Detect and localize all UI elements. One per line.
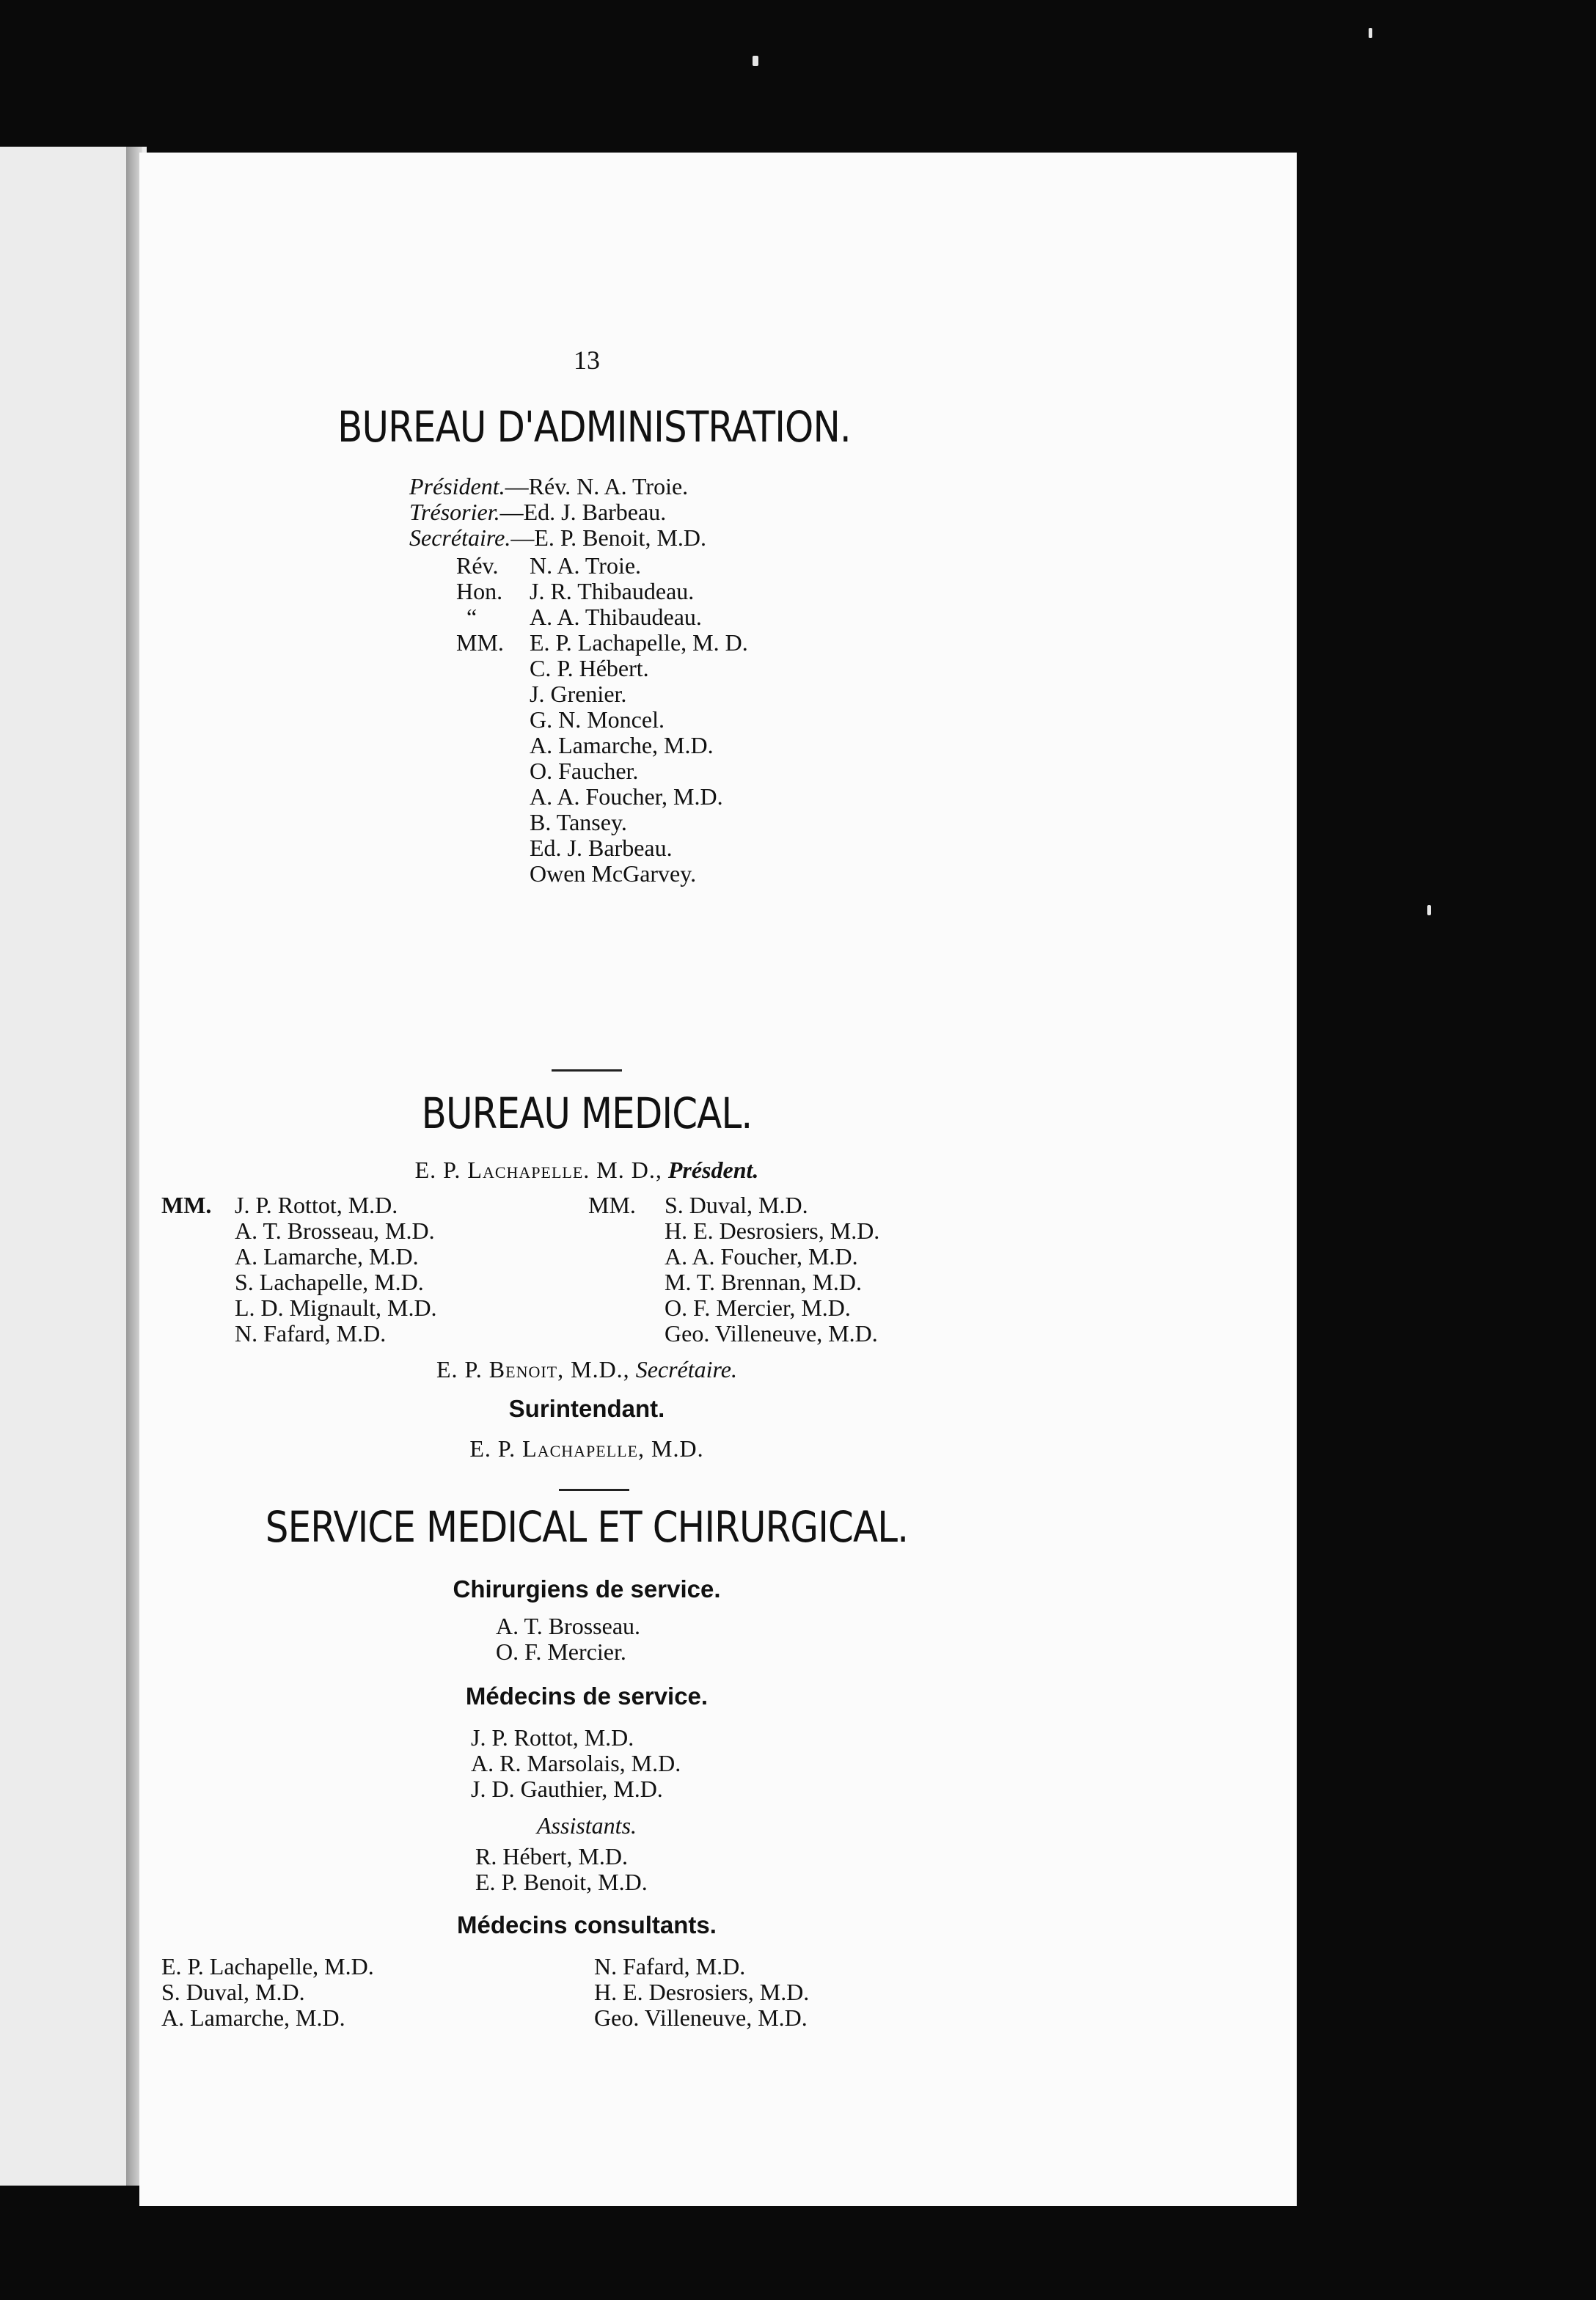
list-item: J. D. Gauthier, M.D. — [471, 1776, 663, 1802]
medical-secretary-line: E. P. Benoit, M.D., Secrétaire. — [436, 1356, 737, 1382]
list-item: J. P. Rottot, M.D. — [471, 1724, 634, 1751]
list-item: L. D. Mignault, M.D. — [235, 1294, 437, 1321]
physicians-list — [471, 1725, 681, 1802]
list-item: S. Lachapelle, M.D. — [235, 1269, 424, 1295]
film-speck — [1369, 28, 1372, 38]
admin-members-list — [456, 553, 748, 887]
assistants-heading: Assistants. — [536, 1812, 637, 1839]
list-item: M. T. Brennan, M.D. — [665, 1269, 863, 1295]
list-item: J. Grenier. — [530, 681, 627, 707]
page-number: 13 — [574, 345, 600, 375]
facing-page-edge — [0, 147, 147, 2186]
medical-heading: BUREAU MEDICAL. — [421, 1088, 753, 1138]
list-item: Geo. Villeneuve, M.D. — [665, 1320, 878, 1347]
list-item: H. E. Desrosiers, M.D. — [665, 1217, 880, 1244]
superintendent-name: E. P. Lachapelle, M.D. — [469, 1435, 704, 1462]
list-item: A. T. Brosseau, M.D. — [235, 1217, 435, 1244]
president-line: Président.—Rév. N. A. Troie. — [409, 473, 689, 499]
section-divider — [552, 1069, 622, 1072]
tresorier-line: Trésorier.—Ed. J. Barbeau. — [409, 499, 667, 525]
list-item: G. N. Moncel. — [530, 706, 665, 733]
list-item: O. Faucher. — [530, 758, 639, 784]
list-item: E. P. Benoit, M.D. — [475, 1869, 648, 1895]
list-item: J. P. Rottot, M.D. — [235, 1192, 398, 1218]
medical-right-list — [665, 1193, 879, 1347]
list-item: Rév. N. A. Troie. — [456, 552, 642, 579]
list-item: R. Hébert, M.D. — [475, 1843, 628, 1869]
section-divider — [559, 1489, 629, 1491]
service-heading: SERVICE MEDICAL ET CHIRURGICAL. — [265, 1502, 909, 1552]
consultants-heading: Médecins consultants. — [457, 1911, 717, 1938]
list-item: Hon. J. R. Thibaudeau. — [456, 578, 695, 604]
list-item: Ed. J. Barbeau. — [530, 835, 673, 861]
medical-president-line: E. P. Lachapelle. M. D., Présdent. — [414, 1157, 759, 1183]
consultants-left-list — [161, 1954, 374, 2031]
superintendent-heading: Surintendant. — [508, 1395, 665, 1422]
admin-heading: BUREAU D'ADMINISTRATION. — [337, 402, 851, 452]
document-page — [139, 153, 1297, 2206]
list-item: N. Fafard, M.D. — [235, 1320, 387, 1347]
list-item: S. Duval, M.D. — [161, 1979, 305, 2005]
film-speck — [1427, 905, 1431, 915]
medical-left-prefix: MM. — [161, 1192, 212, 1218]
list-item: H. E. Desrosiers, M.D. — [594, 1979, 810, 2005]
list-item: A. A. Foucher, M.D. — [665, 1243, 858, 1270]
medical-left-list — [235, 1193, 437, 1347]
list-item: A. A. Foucher, M.D. — [530, 783, 723, 810]
list-item: C. P. Hébert. — [530, 655, 649, 681]
list-item: Owen McGarvey. — [530, 860, 697, 887]
list-item: “ A. A. Thibaudeau. — [466, 604, 702, 630]
list-item: A. R. Marsolais, M.D. — [471, 1750, 681, 1776]
list-item: B. Tansey. — [530, 809, 627, 835]
consultants-right-list — [594, 1954, 809, 2031]
physicians-heading: Médecins de service. — [465, 1682, 709, 1710]
list-item: E. P. Lachapelle, M.D. — [161, 1953, 374, 1979]
medical-right-prefix: MM. — [588, 1192, 636, 1218]
assistants-list — [475, 1844, 648, 1895]
list-item: A. Lamarche, M.D. — [530, 732, 714, 758]
secretaire-line: Secrétaire.—E. P. Benoit, M.D. — [409, 524, 706, 551]
list-item: N. Fafard, M.D. — [594, 1953, 746, 1979]
list-item: A. Lamarche, M.D. — [235, 1243, 419, 1270]
list-item: O. F. Mercier, M.D. — [665, 1294, 851, 1321]
surgeons-heading: Chirurgiens de service. — [453, 1575, 721, 1603]
list-item: A. Lamarche, M.D. — [161, 2004, 345, 2031]
list-item: S. Duval, M.D. — [665, 1192, 808, 1218]
film-speck — [753, 56, 758, 66]
admin-officers — [409, 474, 706, 551]
list-item: O. F. Mercier. — [496, 1638, 626, 1665]
list-item: MM. E. P. Lachapelle, M. D. — [456, 629, 748, 656]
list-item: A. T. Brosseau. — [496, 1613, 641, 1639]
list-item: Geo. Villeneuve, M.D. — [594, 2004, 808, 2031]
surgeons-list — [496, 1614, 640, 1665]
